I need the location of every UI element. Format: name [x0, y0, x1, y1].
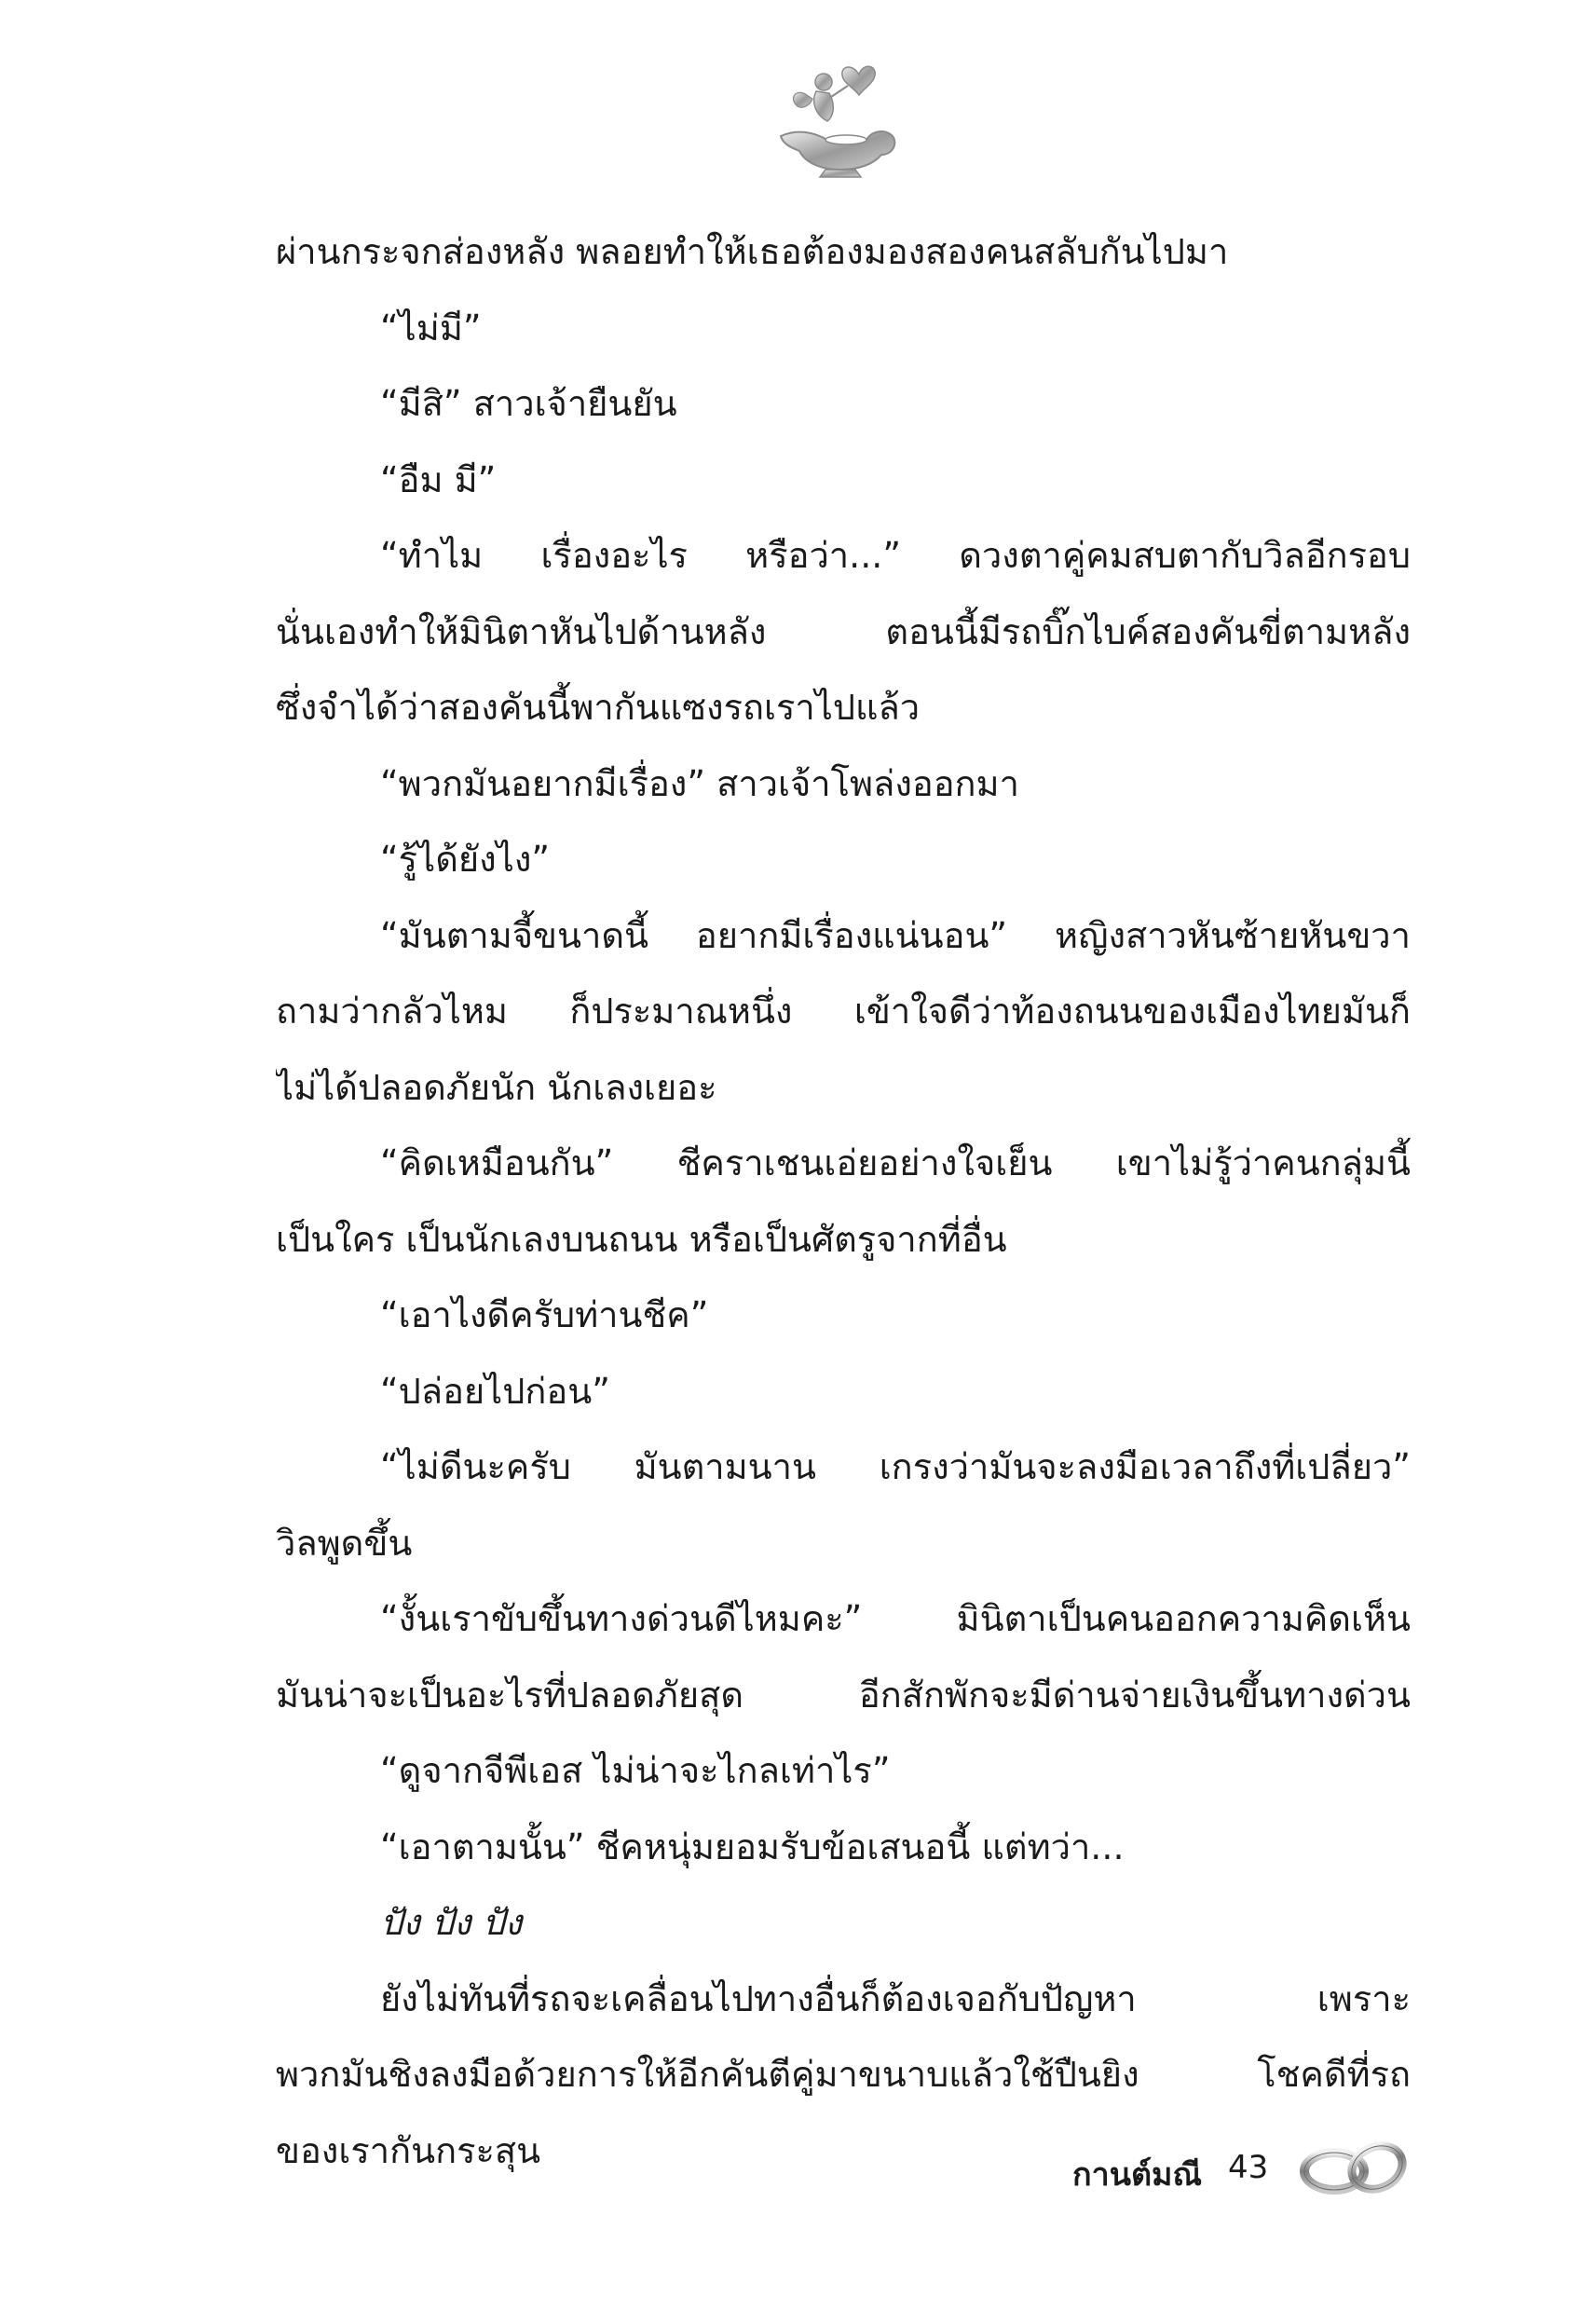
- text-line: ของเรากันกระสุน: [276, 2129, 541, 2171]
- text-line: “เอาไงดีครับท่านชีค”: [380, 1294, 709, 1335]
- text-line: “มันตามจี้ขนาดนี้ อยากมีเรื่องแน่นอน” หญิงสาวหันซ้ายหันขวา: [380, 914, 1411, 956]
- text-line: วิลพูดขึ้น: [276, 1522, 413, 1564]
- text-line: “ไม่มี”: [380, 307, 482, 349]
- text-line: “งั้นเราขับขึ้นทางด่วนดีไหมคะ” มินิตาเป็นคนออกความคิดเห็น: [380, 1598, 1411, 1639]
- text-line: นั่นเองทำให้มินิตาหันไปด้านหลัง ตอนนี้มีรถบิ๊กไบค์สองคันขี่ตามหลัง: [276, 610, 1411, 652]
- text-line: “ไม่ดีนะครับ มันตามนาน เกรงว่ามันจะลงมือเวลาถึงที่เปลี่ยว”: [380, 1446, 1411, 1487]
- text-line: มันน่าจะเป็นอะไรที่ปลอดภัยสุด อีกสักพักจะมีด่านจ่ายเงินขึ้นทางด่วน: [276, 1674, 1411, 1716]
- wedding-rings-icon: [1295, 2138, 1416, 2203]
- text-line: ไม่ได้ปลอดภัยนัก นักเลงเยอะ: [276, 1066, 717, 1108]
- text-line: “รู้ได้ยังไง”: [380, 839, 551, 880]
- page-footer: [1025, 2138, 1416, 2203]
- text-line: “คิดเหมือนกัน” ชีคราเชนเอ่ยอย่างใจเย็น เขาไม่รู้ว่าคนกลุ่มนี้: [380, 1142, 1411, 1183]
- lamp-cupid-ornament-icon: [770, 54, 909, 180]
- text-line: “พวกมันอยากมีเรื่อง” สาวเจ้าโพล่งออกมา: [380, 762, 1019, 804]
- text-line: เป็นใคร เป็นนักเลงบนถนน หรือเป็นศัตรูจากที่อื่น: [276, 1218, 1007, 1260]
- text-line: ถามว่ากลัวไหม ก็ประมาณหนึ่ง เข้าใจดีว่าท้องถนนของเมืองไทยมันก็: [276, 991, 1411, 1032]
- text-line: “อืม มี”: [380, 458, 497, 500]
- text-line: “มีสิ” สาวเจ้ายืนยัน: [380, 383, 677, 424]
- text-line: “เอาตามนั้น” ชีคหนุ่มยอมรับข้อเสนอนี้ แต่ทว่า...: [380, 1826, 1125, 1867]
- text-line: “ดูจากจีพีเอส ไม่น่าจะไกลเท่าไร”: [380, 1750, 891, 1791]
- text-line: ยังไม่ทันที่รถจะเคลื่อนไปทางอื่นก็ต้องเจอกับปัญหา เพราะ: [380, 1977, 1411, 2019]
- text-line: “ปล่อยไปก่อน”: [380, 1370, 610, 1412]
- text-line: “ทำไม เรื่องอะไร หรือว่า...” ดวงตาคู่คมสบตากับวิลอีกรอบ: [380, 535, 1411, 576]
- page-number: 43: [1228, 2149, 1269, 2186]
- text-line: พวกมันชิงลงมือด้วยการให้อีกคันตีคู่มาขนาบแล้วใช้ปืนยิง โชคดีที่รถ: [276, 2054, 1411, 2095]
- text-line: ปัง ปัง ปัง: [380, 1902, 523, 1943]
- text-line: ซึ่งจำได้ว่าสองคันนี้พากันแซงรถเราไปแล้ว: [276, 687, 921, 728]
- text-line: ผ่านกระจกส่องหลัง พลอยทำให้เธอต้องมองสองคนสลับกันไปมา: [276, 231, 1229, 272]
- book-title: กานต์มณี: [1072, 2156, 1202, 2194]
